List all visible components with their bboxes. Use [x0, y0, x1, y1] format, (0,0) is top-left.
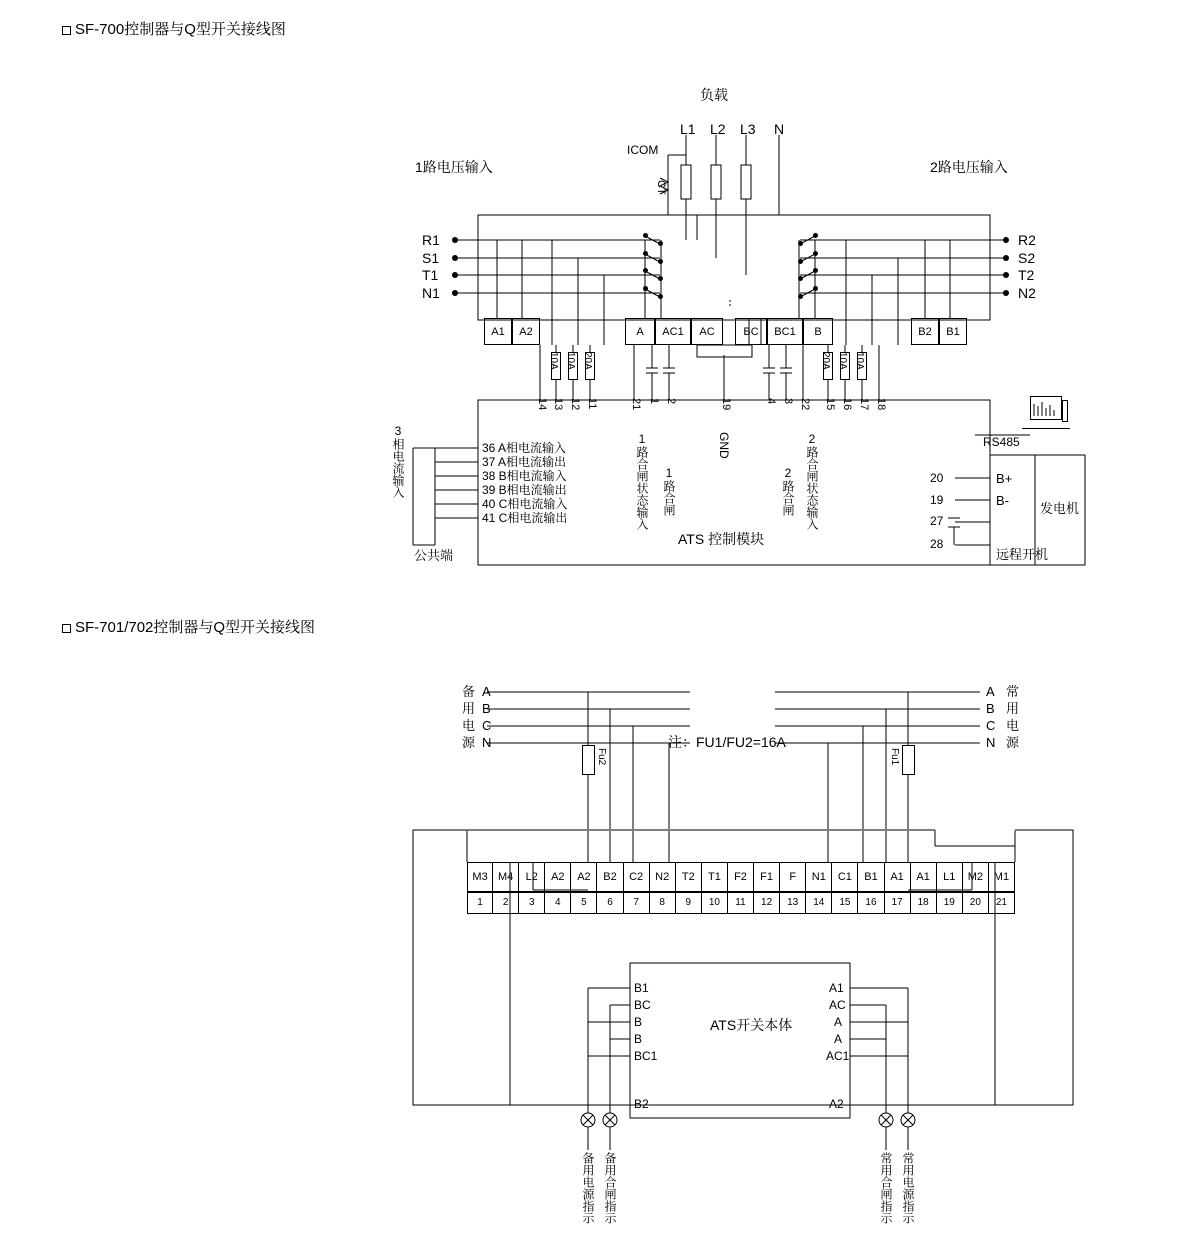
- left-source-char-3: 电: [462, 718, 476, 733]
- fuse-fu2: [582, 745, 595, 775]
- terminal-number-cell: 13: [780, 892, 806, 914]
- gen-pin-19: 19: [930, 493, 944, 507]
- terminal-label-cell: M4: [493, 862, 519, 892]
- ats-pin-b2: B2: [634, 1097, 649, 1111]
- right-phase-c: C: [986, 718, 996, 733]
- terminal-number-cell: 9: [676, 892, 702, 914]
- ats-pin-b-2: B: [634, 1032, 643, 1046]
- terminal-label-cell: L1: [937, 862, 963, 892]
- left-source-char-1: 备: [462, 684, 476, 699]
- terminal-number-cell: 8: [650, 892, 676, 914]
- terminal-block-a1: A1: [484, 318, 512, 345]
- terminal-label-cell: B1: [858, 862, 884, 892]
- right-source-char-4: 源: [1006, 735, 1020, 750]
- pin-2: 2: [665, 398, 677, 405]
- terminal-label-cell: B2: [597, 862, 623, 892]
- generator-label: 发电机: [1040, 501, 1080, 516]
- terminal-number-cell: 2: [493, 892, 519, 914]
- fuse-fu1: [902, 745, 915, 775]
- phase-label-l1: L1: [680, 121, 696, 137]
- left-phase-a: A: [482, 684, 491, 699]
- lamp-label-backup-close: 备用合闸指示: [603, 1152, 617, 1224]
- ats-pin-b1: B1: [634, 981, 649, 995]
- terminal-number-cell: 16: [858, 892, 884, 914]
- terminal-number-cell: 7: [624, 892, 650, 914]
- gen-term-bminus: B-: [996, 493, 1009, 508]
- terminal-label-cell: M3: [467, 862, 493, 892]
- pin-18: 18: [875, 398, 887, 411]
- label-t1: T1: [422, 267, 439, 283]
- three-phase-current-input-label: 3相电流输入: [391, 424, 405, 498]
- gen-pin-27: 27: [930, 514, 944, 528]
- terminal-block-b2: B2: [911, 318, 939, 345]
- right-phase-n: N: [986, 735, 996, 750]
- left-phase-n: N: [482, 735, 492, 750]
- current-row-37: 37 A相电流输出: [482, 455, 567, 469]
- terminal-number-cell: 5: [571, 892, 597, 914]
- terminal-strip: [467, 862, 1015, 914]
- ct-label: CT: [655, 180, 667, 195]
- section2-title: SF-701/702控制器与Q型开关接线图: [62, 620, 315, 635]
- icom-label: ICOM: [627, 143, 659, 157]
- terminal-number-cell: 6: [597, 892, 623, 914]
- pin-21: 21: [630, 398, 642, 411]
- ats-body-label: ATS开关本体: [710, 1017, 793, 1033]
- fuse-left-1-label: 10A: [548, 352, 559, 370]
- terminal-number-cell: 3: [519, 892, 545, 914]
- terminal-label-cell: M2: [963, 862, 989, 892]
- phase-label-n: N: [774, 121, 785, 137]
- terminal-block-ac1: AC1: [655, 318, 691, 345]
- terminal-block-a2: A2: [512, 318, 540, 345]
- current-row-38: 38 B相电流输入: [482, 469, 567, 483]
- terminal-label-cell: N1: [806, 862, 832, 892]
- pin-11: 11: [586, 398, 598, 410]
- terminal-label-cell: N2: [650, 862, 676, 892]
- ats-pin-bc1: BC1: [634, 1049, 658, 1063]
- label-2-close-state-input: 2路合闸状态输入: [805, 432, 819, 530]
- ats-pin-a-1: A: [834, 1015, 843, 1029]
- terminal-block-a: A: [625, 318, 655, 345]
- label-r1: R1: [422, 232, 440, 248]
- ats-module-label: ATS 控制模块: [678, 531, 765, 547]
- terminal-number-cell: 10: [702, 892, 728, 914]
- terminal-block-b: B: [803, 318, 833, 345]
- current-row-36: 36 A相电流输入: [482, 441, 567, 455]
- fuse-left-2-label: 10A: [565, 352, 576, 370]
- terminal-number-cell: 1: [467, 892, 493, 914]
- ats-pin-a2: A2: [829, 1097, 844, 1111]
- terminal-label-cell: F2: [728, 862, 754, 892]
- left-source-char-4: 源: [462, 735, 476, 750]
- right-source-char-3: 电: [1006, 718, 1020, 733]
- pin-15: 15: [824, 398, 836, 411]
- terminal-label-cell: L2: [519, 862, 545, 892]
- current-row-40: 40 C相电流输入: [482, 497, 568, 511]
- terminal-number-cell: 15: [832, 892, 858, 914]
- terminal-number-cell: 12: [754, 892, 780, 914]
- terminal-number-cell: 14: [806, 892, 832, 914]
- terminal-label-cell: A1: [885, 862, 911, 892]
- ats-pin-b-1: B: [634, 1015, 643, 1029]
- terminal-label-cell: C1: [832, 862, 858, 892]
- current-row-41: 41 C相电流输出: [482, 511, 568, 525]
- terminal-label-cell: T2: [676, 862, 702, 892]
- terminal-label-cell: C2: [624, 862, 650, 892]
- terminal-number-cell: 17: [885, 892, 911, 914]
- pin-13: 13: [552, 398, 564, 411]
- right-phase-a: A: [986, 684, 995, 699]
- gen-term-bplus: B+: [996, 471, 1013, 486]
- pin-19: 19: [720, 398, 732, 411]
- rs485-label: RS485: [983, 435, 1020, 449]
- fu2-label: Fu2: [596, 748, 607, 766]
- terminal-label-cell: A2: [545, 862, 571, 892]
- terminal-number-cell: 20: [963, 892, 989, 914]
- remote-start-label: 远程开机: [996, 547, 1049, 562]
- pin-1: 1: [648, 398, 660, 405]
- label-gnd: GND: [717, 432, 731, 459]
- fu1-label: Fu1: [889, 748, 900, 766]
- current-row-39: 39 B相电流输出: [482, 483, 567, 497]
- terminal-label-cell: F: [780, 862, 806, 892]
- terminal-label-cell: M1: [989, 862, 1015, 892]
- label-t2: T2: [1018, 267, 1035, 283]
- phase-label-l2: L2: [710, 121, 726, 137]
- label-1-close-state-input: 1路合闸状态输入: [635, 432, 649, 530]
- pin-3: 3: [782, 398, 794, 405]
- terminal-number-cell: 11: [728, 892, 754, 914]
- load-label: 负载: [700, 87, 728, 103]
- left-phase-c: C: [482, 718, 492, 733]
- left-source-char-2: 用: [462, 701, 476, 716]
- terminal-number-cell: 21: [989, 892, 1015, 914]
- left-phase-b: B: [482, 701, 491, 716]
- right-source-char-2: 用: [1006, 701, 1020, 716]
- pin-16: 16: [841, 398, 853, 411]
- pin-17: 17: [858, 398, 870, 411]
- right-phase-b: B: [986, 701, 995, 716]
- pin-14: 14: [536, 398, 548, 411]
- terminal-block-b1: B1: [939, 318, 967, 345]
- label-1-close: 1路合闸: [662, 466, 676, 516]
- terminal-block-bc: BC: [735, 318, 767, 345]
- label-n2: N2: [1018, 285, 1036, 301]
- fuse-right-3-label: 10A: [854, 352, 865, 370]
- section1-title: SF-700控制器与Q型开关接线图: [62, 22, 286, 37]
- gen-pin-20: 20: [930, 471, 944, 485]
- phase-label-l3: L3: [740, 121, 756, 137]
- label-s1: S1: [422, 250, 440, 266]
- pin-4: 4: [765, 398, 777, 405]
- fuse-right-2-label: 10A: [837, 352, 848, 370]
- label-n1: N1: [422, 285, 440, 301]
- label-s2: S2: [1018, 250, 1036, 266]
- terminal-number-cell: 19: [937, 892, 963, 914]
- input1-label: 1路电压输入: [415, 159, 493, 175]
- lamp-label-normal-power: 常用电源指示: [901, 1152, 915, 1224]
- terminal-number-cell: 18: [911, 892, 937, 914]
- terminal-label-cell: F1: [754, 862, 780, 892]
- fuse-note: 注：FU1/FU2=16A: [668, 734, 786, 750]
- right-source-char-1: 常: [1006, 684, 1020, 699]
- lamp-label-normal-close: 常用合闸指示: [879, 1152, 893, 1224]
- ats-pin-a-2: A: [834, 1032, 843, 1046]
- ats-pin-bc: BC: [634, 998, 651, 1012]
- terminal-number-cell: 4: [545, 892, 571, 914]
- ats-pin-a1: A1: [829, 981, 844, 995]
- gen-pin-28: 28: [930, 537, 944, 551]
- common-terminal-label: 公共端: [414, 548, 454, 563]
- terminal-block-ac: AC: [691, 318, 723, 345]
- terminal-label-cell: A1: [911, 862, 937, 892]
- terminal-label-cell: A2: [571, 862, 597, 892]
- lamp-label-backup-power: 备用电源指示: [581, 1152, 595, 1224]
- terminal-label-cell: T1: [702, 862, 728, 892]
- pin-12: 12: [569, 398, 581, 411]
- ats-pin-ac: AC: [829, 998, 846, 1012]
- ats-pin-ac1: AC1: [826, 1049, 850, 1063]
- fuse-left-3-label: 20A: [582, 352, 593, 370]
- label-r2: R2: [1018, 232, 1036, 248]
- terminal-block-bc1: BC1: [767, 318, 803, 345]
- fuse-right-1-label: 20A: [820, 352, 831, 370]
- input2-label: 2路电压输入: [930, 159, 1008, 175]
- pin-22: 22: [799, 398, 811, 411]
- label-2-close: 2路合闸: [781, 466, 795, 516]
